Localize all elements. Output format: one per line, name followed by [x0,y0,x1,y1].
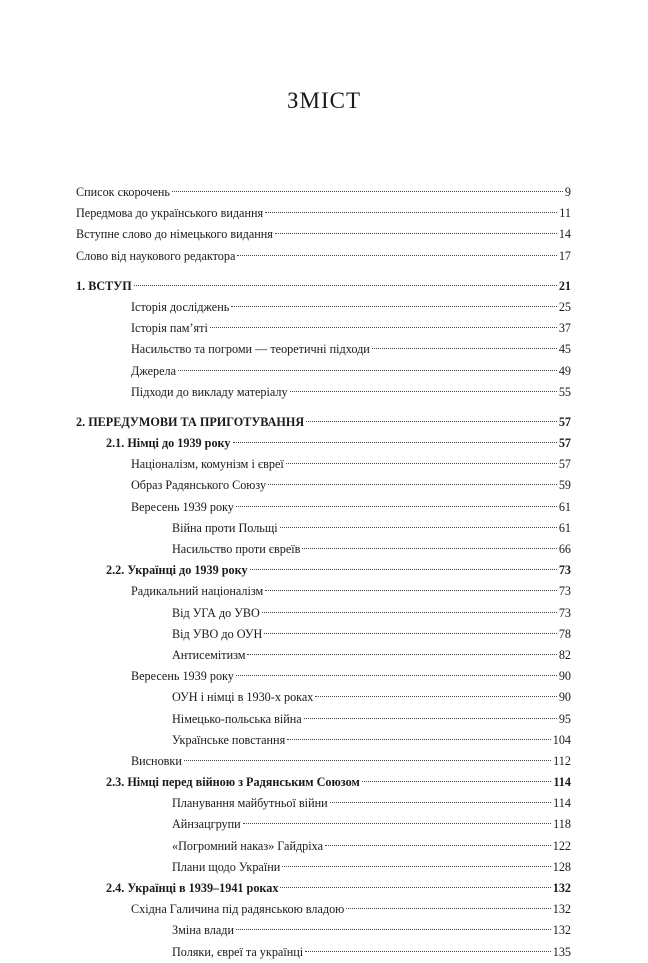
dot-leader [172,191,563,192]
toc-page-number: 132 [552,881,571,895]
dot-leader [210,327,557,328]
toc-page-number: 45 [558,342,571,357]
toc-entry[interactable] [76,920,571,941]
toc-entry[interactable] [76,297,571,318]
toc-entry[interactable] [76,942,571,963]
toc-page-number: 11 [559,206,571,221]
dot-leader [372,348,557,349]
toc-entry-title: Айнзацгрупи [172,817,241,832]
toc-page-number: 114 [553,796,571,811]
toc-entry-title: Джерела [131,363,176,378]
toc-entry[interactable] [76,224,571,245]
toc-entry-title: 2.3. Німці перед війною з Радянським Союзом [106,775,360,790]
section-gap [76,403,571,412]
toc-entry-title: Вступне слово до німецького видання [76,227,273,242]
toc-entry[interactable] [76,318,571,339]
toc-entry[interactable] [76,246,571,267]
toc-entry-title: Насильство та погроми — теоретичні підходи [131,342,370,357]
toc-entry-title: Образ Радянського Союзу [131,478,267,493]
toc-entry[interactable] [76,899,571,920]
dot-leader [280,527,557,528]
toc-page-number: 73 [558,584,571,599]
toc-entry[interactable] [76,339,571,360]
dot-leader [302,548,556,549]
toc-entry-title: «Погромний наказ» Гайдріха [172,838,323,853]
toc-page-number: 55 [558,384,571,399]
toc-entry-title: Історія досліджень [131,299,230,314]
toc-entry[interactable] [76,497,571,518]
toc-entry[interactable] [76,687,571,708]
toc-entry[interactable] [76,709,571,730]
dot-leader [231,306,557,307]
toc-page-number: 78 [558,626,571,641]
toc-page-number: 9 [564,185,571,199]
dot-leader [184,760,551,761]
toc-entry[interactable] [76,836,571,857]
toc-page-number: 57 [558,414,571,429]
toc-page-number: 21 [558,278,571,293]
toc-entry-title: 2.1. Німці до 1939 року [106,436,231,451]
toc-entry[interactable] [76,412,571,433]
toc-page-number: 61 [558,499,571,514]
dot-leader [178,370,557,371]
toc-entry-title: Німецько-польська війна [172,711,302,726]
toc-entry-title: Історія пам’яті [131,321,208,336]
toc-entry[interactable] [76,666,571,687]
toc-entry[interactable] [76,581,571,602]
toc-entry-title: Українське повстання [172,732,286,747]
toc-entry-title: Поляки, євреї та українці [172,944,304,959]
toc-page-number: 128 [552,859,571,874]
toc-entry-title: Радикальний націоналізм [131,584,264,599]
toc-entry-title: Передмова до українського видання [76,206,264,221]
toc-entry-title: Список скорочень [76,185,170,199]
toc-page-number: 57 [558,436,571,451]
dot-leader [265,212,557,213]
table-of-contents [76,182,571,963]
dot-leader [268,484,557,485]
toc-entry-title: Планування майбутньої війни [172,796,328,811]
dot-leader [282,866,550,867]
toc-entry-title: Насильство проти євреїв [172,542,301,556]
toc-page-number: 61 [558,520,571,535]
toc-page-number: 37 [558,321,571,336]
toc-entry-title: ОУН і німці в 1930-х роках [172,690,314,705]
toc-page-number: 132 [552,902,571,917]
dot-leader [315,696,556,697]
toc-entry-title: Зміна влади [172,923,234,938]
dot-leader [330,802,552,803]
dot-leader [290,391,557,392]
toc-entry[interactable] [76,624,571,645]
toc-page-number: 25 [558,299,571,314]
toc-entry[interactable] [76,878,571,899]
toc-entry-title: Війна проти Польщі [172,520,278,535]
toc-entry[interactable] [76,814,571,835]
toc-entry[interactable] [76,645,571,666]
dot-leader [265,590,557,591]
toc-page-number: 49 [558,363,571,378]
page-title: ЗМІСТ [286,88,362,113]
toc-page-number: 122 [552,838,571,853]
toc-entry-title: Слово від наукового редактора [76,248,236,263]
toc-entry[interactable] [76,793,571,814]
toc-entry-title: Плани щодо України [172,859,281,874]
toc-entry[interactable] [76,276,571,297]
toc-entry-title: 2.2. Українці до 1939 року [106,563,248,578]
toc-entry[interactable] [76,730,571,751]
toc-entry[interactable] [76,361,571,382]
toc-entry-title: Від УВО до ОУН [172,626,263,641]
toc-page-number: 14 [558,227,571,242]
dot-leader [362,781,552,782]
dot-leader [236,929,551,930]
toc-entry-title: 2.4. Українці в 1939–1941 роках [106,881,279,895]
toc-entry-title: Вересень 1939 року [131,499,234,514]
toc-page-number: 114 [553,775,571,790]
toc-entry-title: Вересень 1939 року [131,669,234,684]
dot-leader [264,633,557,634]
toc-entry[interactable] [76,454,571,475]
dot-leader [304,718,557,719]
dot-leader [286,463,557,464]
dot-leader [233,442,557,443]
toc-entry[interactable] [76,433,571,454]
toc-entry[interactable] [76,772,571,793]
toc-entry-title: Висновки [131,753,182,768]
dot-leader [280,887,550,888]
dot-leader [306,421,557,422]
toc-entry-title: Антисемітизм [172,647,246,662]
toc-page-number: 73 [558,605,571,620]
toc-entry-title: Східна Галичина під радянською владою [131,902,345,917]
dot-leader [287,739,551,740]
toc-entry[interactable] [76,203,571,224]
toc-page-number: 104 [552,732,571,747]
toc-entry[interactable] [76,603,571,624]
toc-page-number: 66 [558,542,571,556]
toc-page-number: 17 [558,248,571,263]
toc-page-number: 82 [558,647,571,662]
toc-page-number: 57 [558,457,571,472]
dot-leader [247,654,556,655]
dot-leader [236,675,557,676]
toc-entry[interactable] [76,518,571,539]
toc-entry[interactable] [76,182,571,203]
dot-leader [134,285,557,286]
dot-leader [305,951,551,952]
toc-entry[interactable] [76,751,571,772]
toc-page-number: 135 [552,944,571,959]
toc-entry[interactable] [76,475,571,496]
toc-entry-title: Від УГА до УВО [172,605,260,620]
dot-leader [325,845,551,846]
dot-leader [250,569,557,570]
dot-leader [275,233,557,234]
dot-leader [346,908,550,909]
dot-leader [243,823,551,824]
toc-entry-title: Націоналізм, комунізм і євреї [131,457,284,472]
toc-entry[interactable] [76,382,571,403]
dot-leader [237,255,556,256]
toc-entry[interactable] [76,560,571,581]
toc-page-number: 90 [558,669,571,684]
dot-leader [236,506,557,507]
toc-page-number: 73 [558,563,571,578]
toc-entry-title: 2. ПЕРЕДУМОВИ ТА ПРИГОТУВАННЯ [76,414,305,429]
toc-entry[interactable] [76,539,571,560]
dot-leader [262,612,557,613]
toc-page-number: 59 [558,478,571,493]
toc-entry[interactable] [76,857,571,878]
toc-page-number: 90 [558,690,571,705]
toc-page-number: 132 [552,923,571,938]
section-gap [76,267,571,276]
toc-page-number: 95 [558,711,571,726]
toc-entry-title: Підходи до викладу матеріалу [131,384,288,399]
toc-page-number: 112 [553,753,571,768]
toc-entry-title: 1. ВСТУП [76,278,132,293]
toc-page-number: 118 [553,817,571,832]
